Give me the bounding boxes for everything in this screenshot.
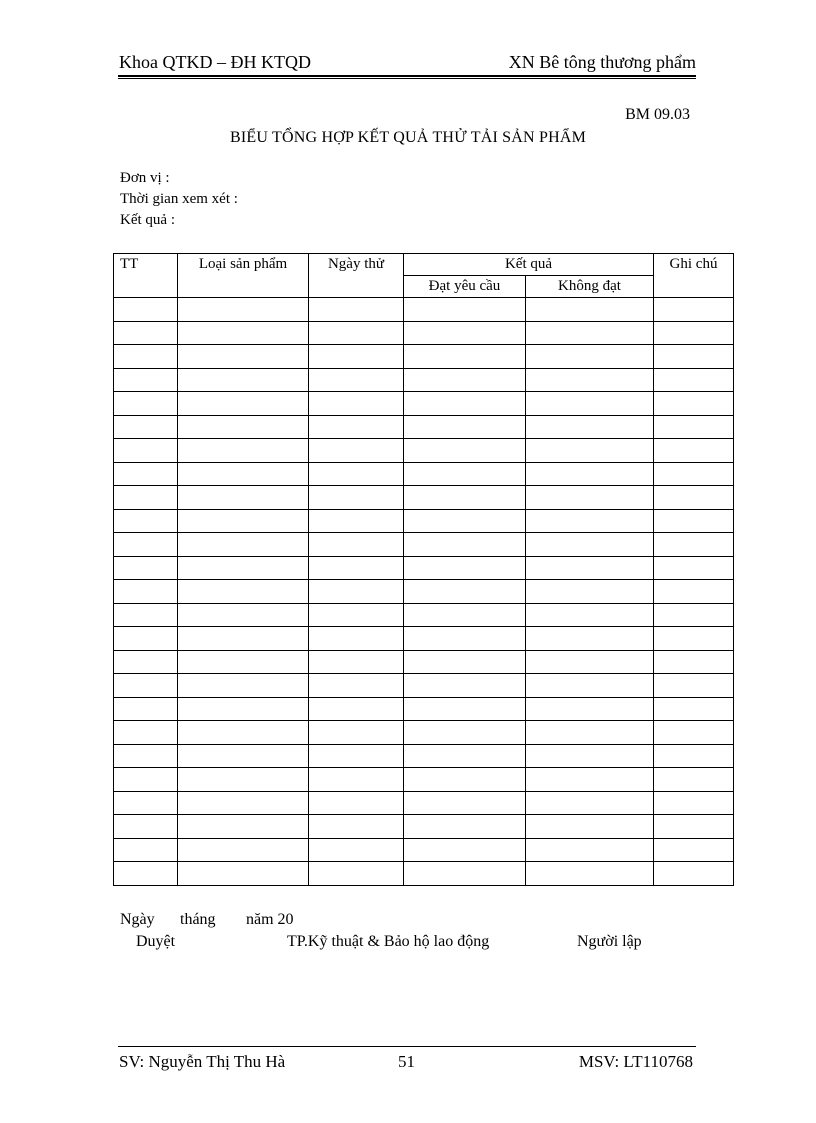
table-cell <box>178 815 309 839</box>
table-row <box>114 650 734 674</box>
table-cell <box>404 321 526 345</box>
table-cell <box>309 862 404 886</box>
table-cell <box>654 603 734 627</box>
date-month-label: tháng <box>180 911 216 928</box>
table-row <box>114 768 734 792</box>
table-cell <box>404 486 526 510</box>
table-cell <box>178 556 309 580</box>
table-cell <box>526 744 654 768</box>
table-body <box>114 298 734 886</box>
table-cell <box>309 744 404 768</box>
table-cell <box>309 603 404 627</box>
table-row <box>114 838 734 862</box>
table-cell <box>526 603 654 627</box>
table-cell <box>404 509 526 533</box>
table-row <box>114 509 734 533</box>
table-cell <box>526 533 654 557</box>
table-cell <box>654 368 734 392</box>
table-cell <box>114 650 178 674</box>
table-cell <box>654 862 734 886</box>
table-cell <box>178 838 309 862</box>
table-row <box>114 345 734 369</box>
table-cell <box>654 580 734 604</box>
table-cell <box>178 486 309 510</box>
table-cell <box>114 345 178 369</box>
table-cell <box>114 697 178 721</box>
table-cell <box>404 815 526 839</box>
table-cell <box>404 392 526 416</box>
table-cell <box>654 556 734 580</box>
table-row <box>114 392 734 416</box>
table-cell <box>526 486 654 510</box>
table-cell <box>526 580 654 604</box>
table-row <box>114 415 734 439</box>
table-cell <box>654 674 734 698</box>
table-cell <box>178 791 309 815</box>
table-cell <box>114 580 178 604</box>
table-cell <box>404 368 526 392</box>
page-number: 51 <box>398 1052 415 1071</box>
table-cell <box>526 768 654 792</box>
table-cell <box>114 603 178 627</box>
table-cell <box>654 721 734 745</box>
table-cell <box>309 509 404 533</box>
table-cell <box>309 392 404 416</box>
table-cell <box>309 815 404 839</box>
header-fail: Không đạt <box>526 276 654 298</box>
header-right: XN Bê tông thương phẩm <box>508 52 696 72</box>
header-product: Loại sản phẩm <box>178 254 309 298</box>
table-cell <box>309 580 404 604</box>
table-cell <box>178 697 309 721</box>
date-day-label: Ngày <box>120 911 155 928</box>
table-cell <box>404 556 526 580</box>
table-cell <box>178 415 309 439</box>
table-cell <box>178 862 309 886</box>
table-cell <box>526 721 654 745</box>
table-cell <box>526 392 654 416</box>
table-row <box>114 603 734 627</box>
table-row <box>114 298 734 322</box>
field-unit: Đơn vị : <box>120 170 170 186</box>
table-cell <box>404 533 526 557</box>
table-row <box>114 580 734 604</box>
table-row <box>114 462 734 486</box>
table-cell <box>526 674 654 698</box>
table-cell <box>526 650 654 674</box>
table-cell <box>404 721 526 745</box>
table-row <box>114 486 734 510</box>
table-cell <box>309 650 404 674</box>
table-cell <box>178 650 309 674</box>
table-cell <box>178 721 309 745</box>
table-cell <box>654 650 734 674</box>
table-cell <box>178 603 309 627</box>
table-cell <box>526 838 654 862</box>
table-cell <box>404 627 526 651</box>
table-cell <box>114 321 178 345</box>
table-cell <box>178 345 309 369</box>
table-row <box>114 368 734 392</box>
date-year-label: năm 20 <box>246 911 294 928</box>
table-cell <box>654 744 734 768</box>
results-table <box>113 253 734 886</box>
form-code: BM 09.03 <box>625 106 690 123</box>
table-cell <box>654 439 734 463</box>
table-cell <box>309 415 404 439</box>
table-cell <box>114 392 178 416</box>
table-row <box>114 791 734 815</box>
table-cell <box>178 580 309 604</box>
table-cell <box>178 627 309 651</box>
table-cell <box>114 674 178 698</box>
table-cell <box>178 368 309 392</box>
table-cell <box>404 768 526 792</box>
table-cell <box>526 815 654 839</box>
table-cell <box>654 392 734 416</box>
table-cell <box>114 815 178 839</box>
table-cell <box>404 439 526 463</box>
table-cell <box>654 462 734 486</box>
header-result: Kết quả <box>404 254 654 276</box>
table-cell <box>114 862 178 886</box>
table-cell <box>178 439 309 463</box>
table-row <box>114 439 734 463</box>
header-divider <box>118 75 696 77</box>
approved-label: Duyệt <box>136 933 176 950</box>
table-cell <box>309 721 404 745</box>
table-cell <box>178 674 309 698</box>
table-cell <box>654 533 734 557</box>
table-cell <box>178 321 309 345</box>
header-note: Ghi chú <box>654 254 734 298</box>
table-cell <box>114 439 178 463</box>
table-cell <box>114 791 178 815</box>
technical-label: TP.Kỹ thuật & Bảo hộ lao động <box>287 933 490 950</box>
table-cell <box>309 627 404 651</box>
table-cell <box>526 627 654 651</box>
table-cell <box>404 345 526 369</box>
table-cell <box>654 697 734 721</box>
header-test-date: Ngày thử <box>309 254 404 298</box>
table-cell <box>178 533 309 557</box>
table-cell <box>114 298 178 322</box>
table-cell <box>654 298 734 322</box>
table-row <box>114 744 734 768</box>
table-cell <box>114 838 178 862</box>
table-cell <box>178 462 309 486</box>
table-cell <box>526 697 654 721</box>
field-time: Thời gian xem xét : <box>120 191 238 207</box>
table-row <box>114 697 734 721</box>
table-cell <box>654 321 734 345</box>
table-cell <box>309 674 404 698</box>
table-cell <box>526 556 654 580</box>
table-cell <box>114 415 178 439</box>
table-cell <box>178 298 309 322</box>
table-cell <box>178 509 309 533</box>
table-cell <box>114 462 178 486</box>
table-cell <box>654 345 734 369</box>
table-cell <box>114 627 178 651</box>
table-row <box>114 627 734 651</box>
table-row <box>114 321 734 345</box>
table-cell <box>309 298 404 322</box>
table-cell <box>654 415 734 439</box>
header-pass: Đạt yêu cầu <box>404 276 526 298</box>
table-cell <box>404 650 526 674</box>
table-cell <box>114 486 178 510</box>
table-cell <box>309 368 404 392</box>
table-cell <box>114 533 178 557</box>
table-cell <box>114 721 178 745</box>
header-left: Khoa QTKD – ĐH KTQD <box>119 52 311 72</box>
table-cell <box>309 462 404 486</box>
table-cell <box>309 556 404 580</box>
table-cell <box>404 415 526 439</box>
table-cell <box>309 533 404 557</box>
table-cell <box>654 838 734 862</box>
table-cell <box>404 697 526 721</box>
table-cell <box>309 439 404 463</box>
table-cell <box>309 321 404 345</box>
table-cell <box>404 298 526 322</box>
table-row <box>114 862 734 886</box>
table-cell <box>654 768 734 792</box>
table-cell <box>526 791 654 815</box>
table-cell <box>404 462 526 486</box>
table-cell <box>526 368 654 392</box>
table-cell <box>654 815 734 839</box>
table-cell <box>114 768 178 792</box>
table-cell <box>404 744 526 768</box>
table-row <box>114 556 734 580</box>
table-cell <box>309 345 404 369</box>
table-cell <box>526 321 654 345</box>
table-cell <box>309 791 404 815</box>
table-cell <box>526 345 654 369</box>
table-cell <box>178 744 309 768</box>
table-row <box>114 533 734 557</box>
table-cell <box>309 768 404 792</box>
footer-student-id: MSV: LT110768 <box>578 1052 693 1071</box>
field-result: Kết quả : <box>120 212 175 228</box>
table-cell <box>404 580 526 604</box>
table-cell <box>114 744 178 768</box>
table-cell <box>526 509 654 533</box>
table-cell <box>404 862 526 886</box>
table-cell <box>526 462 654 486</box>
table-cell <box>404 791 526 815</box>
table-cell <box>404 603 526 627</box>
table-cell <box>178 768 309 792</box>
table-cell <box>654 791 734 815</box>
table-cell <box>309 697 404 721</box>
table-row <box>114 674 734 698</box>
table-cell <box>114 368 178 392</box>
header-tt: TT <box>114 254 178 298</box>
table-cell <box>114 509 178 533</box>
table-cell <box>404 838 526 862</box>
table-cell <box>309 838 404 862</box>
table-row <box>114 815 734 839</box>
footer-student: SV: Nguyễn Thị Thu Hà <box>119 1052 286 1071</box>
table-row <box>114 721 734 745</box>
table-cell <box>526 862 654 886</box>
header-divider-thin <box>118 78 696 79</box>
table-cell <box>309 486 404 510</box>
table-cell <box>654 509 734 533</box>
table-cell <box>654 486 734 510</box>
table-cell <box>404 674 526 698</box>
table-cell <box>654 627 734 651</box>
table-cell <box>526 298 654 322</box>
table-cell <box>526 415 654 439</box>
page-title: BIỂU TỔNG HỢP KẾT QUẢ THỬ TẢI SẢN PHẨM <box>229 129 587 146</box>
table-cell <box>178 392 309 416</box>
preparer-label: Người lập <box>577 933 642 950</box>
footer-divider <box>118 1046 696 1047</box>
table-cell <box>114 556 178 580</box>
table-cell <box>526 439 654 463</box>
